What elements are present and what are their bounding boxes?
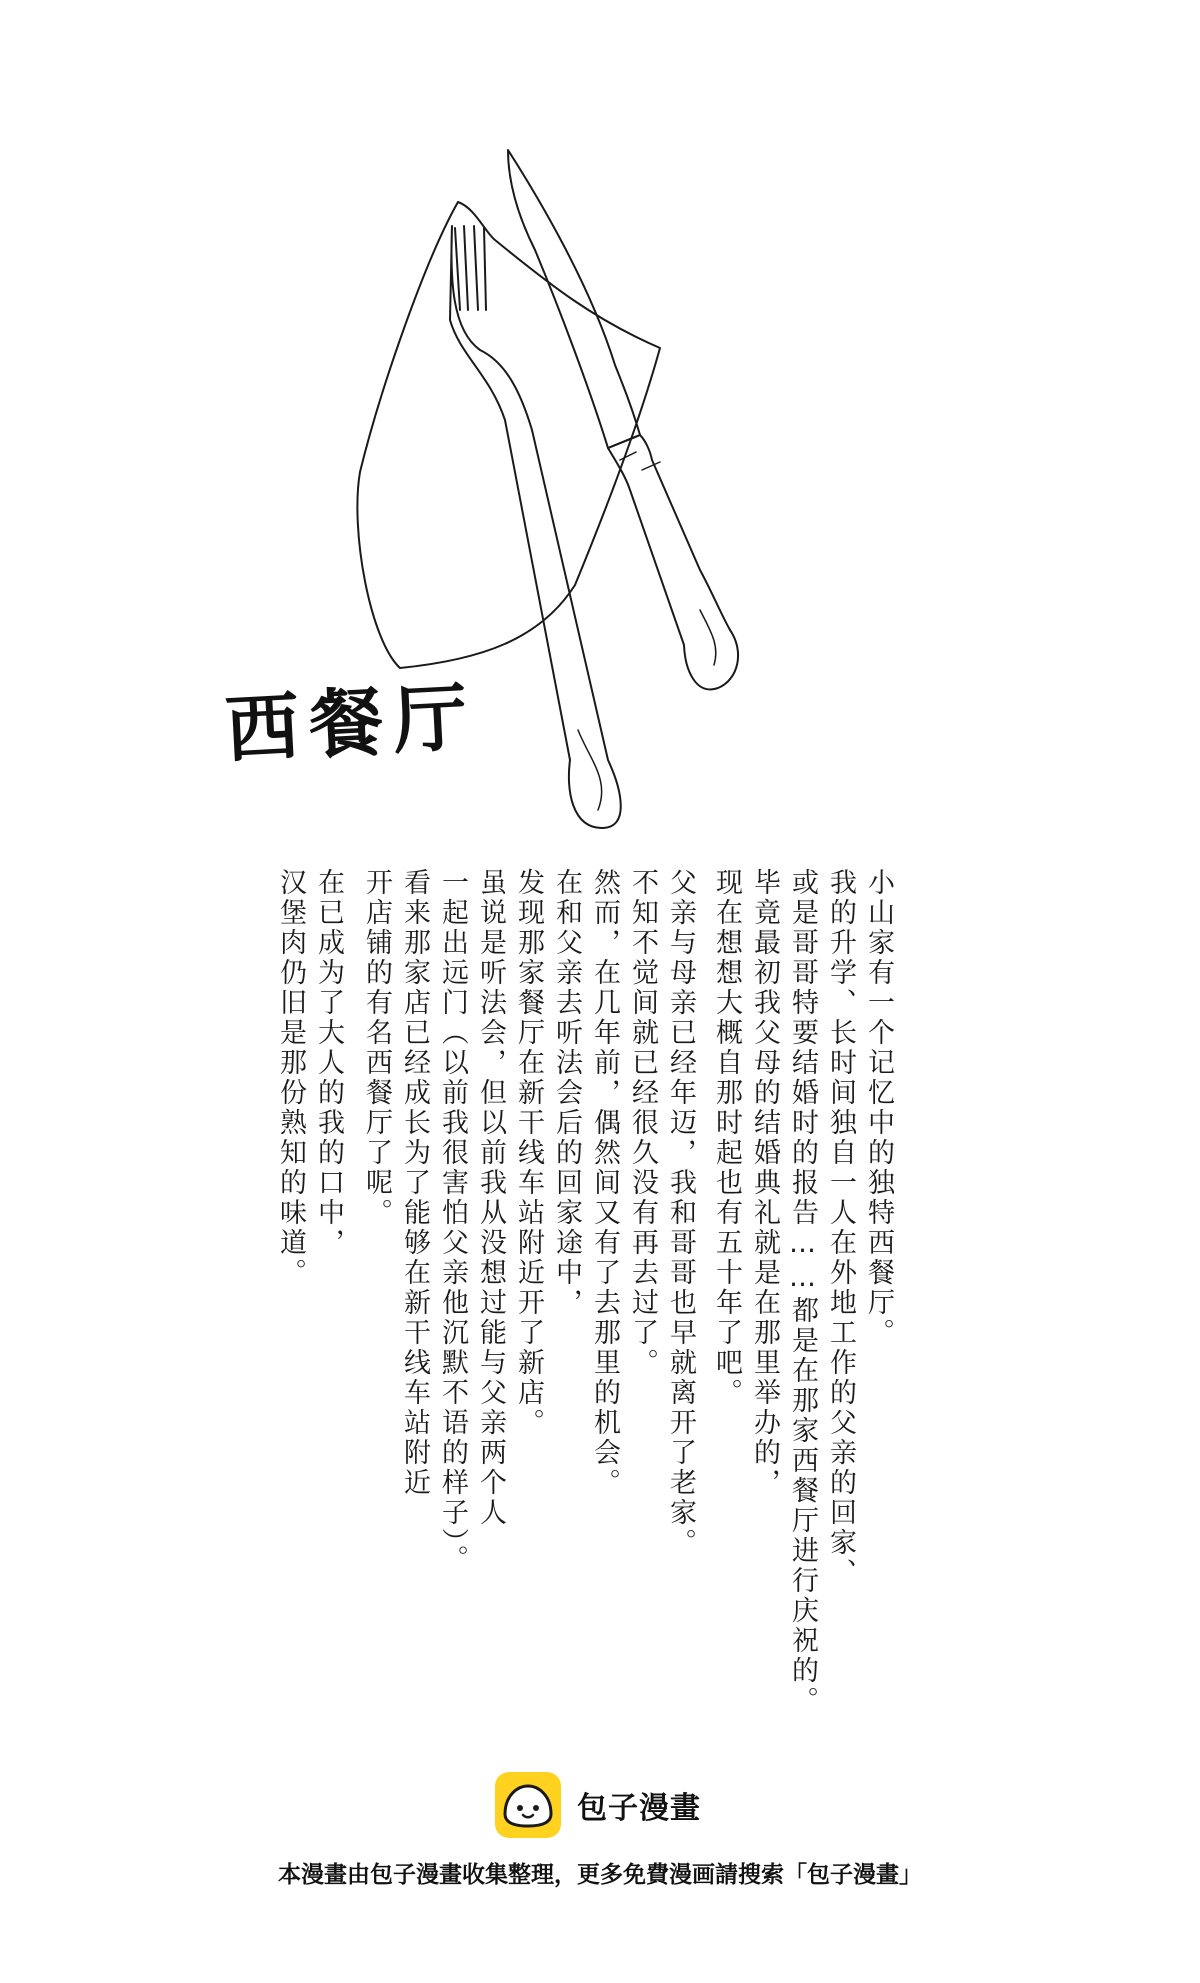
footer-notice: 本漫畫由包子漫畫收集整理，更多免費漫画請搜索「包子漫畫」 bbox=[278, 1862, 922, 1888]
text-column-11: 虽说是听法会，但以前我从没想过能与父亲两个人 bbox=[475, 868, 506, 1528]
text-column-4: 毕竟最初我父母的结婚典礼就是在那里举办的， bbox=[749, 868, 780, 1498]
knife-icon bbox=[508, 150, 738, 689]
text-column-3: 或是哥哥特要结婚时的报告……都是在那家西餐厅进行庆祝的。 bbox=[787, 868, 818, 1716]
text-column-7: 不知不觉间就已经很久没有再去过了。 bbox=[627, 868, 658, 1378]
text-column-2: 我的升学、长时间独自一人在外地工作的父亲的回家、 bbox=[825, 868, 856, 1588]
brand-badge[interactable] bbox=[495, 1770, 701, 1840]
brand-name: 包子漫畫 bbox=[577, 1791, 701, 1826]
text-column-14: 开店铺的有名西餐厅了呢。 bbox=[361, 868, 392, 1228]
text-column-10: 发现那家餐厅在新干线车站附近开了新店。 bbox=[513, 868, 544, 1438]
text-column-16: 汉堡肉仍旧是那份熟知的味道。 bbox=[275, 868, 306, 1288]
text-column-9: 在和父亲去听法会后的回家途中， bbox=[551, 868, 582, 1318]
text-column-12: 一起出远门（以前我很害怕父亲他沉默不语的样子）。 bbox=[437, 868, 468, 1575]
text-column-5: 现在想想大概自那时起也有五十年了吧。 bbox=[711, 868, 742, 1408]
text-column-15: 在已成为了大人的我的口中， bbox=[313, 868, 344, 1258]
text-column-1: 小山家有一个记忆中的独特西餐厅。 bbox=[863, 868, 894, 1348]
page-title: 西餐厅 bbox=[223, 674, 480, 774]
text-column-6: 父亲与母亲已经年迈，我和哥哥也早就离开了老家。 bbox=[665, 868, 696, 1558]
bun-logo-icon bbox=[495, 1772, 561, 1838]
text-column-8: 然而，在几年前，偶然间又有了去那里的机会。 bbox=[589, 868, 620, 1498]
text-column-13: 看来那家店已经成长为了能够在新干线车站附近 bbox=[399, 868, 430, 1498]
